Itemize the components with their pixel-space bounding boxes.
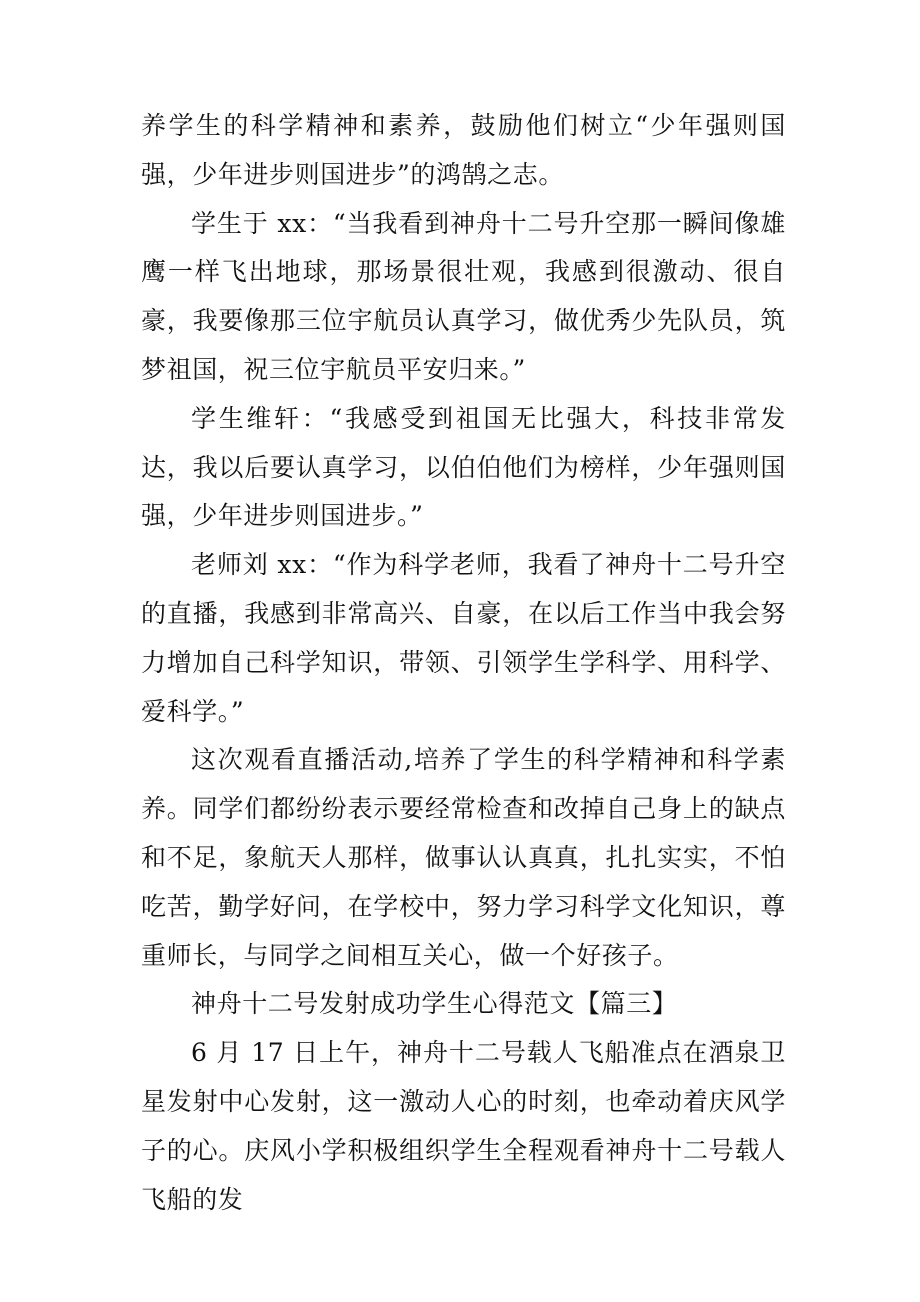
paragraph-continuation: 养学生的科学精神和素养，鼓励他们树立“少年强则国强，少年进步则国进步”的鸿鹄之志。 [141, 111, 786, 189]
paragraph-summary: 这次观看直播活动,培养了学生的科学精神和科学素养。同学们都纷纷表示要经常检查和改掉自己身上的缺点和不足，象航天人那样，做事认认真真，扎扎实实，不怕吃苦，勤学好问，在学校中，努力学习科学文化知识，尊重师长，与同学之间相互关心，做一个好孩子。 [141, 745, 786, 970]
paragraph-section-three: 6 月 17 日上午，神舟十二号载人飞船准点在酒泉卫星发射中心发射，这一激动人心的时刻，也牵动着庆风学子的心。庆风小学积极组织学生全程观看神舟十二号载人飞船的发 [141, 1038, 786, 1214]
paragraph-teacher-quote: 老师刘 xx：“作为科学老师，我看了神舟十二号升空的直播，我感到非常高兴、自豪，在以后工作当中我会努力增加自己科学知识，带领、引领学生学科学、用科学、爱科学。” [141, 550, 786, 726]
section-heading: 神舟十二号发射成功学生心得范文【篇三】 [191, 989, 678, 1019]
paragraph-student-quote-1: 学生于 xx：“当我看到神舟十二号升空那一瞬间像雄鹰一样飞出地球，那场景很壮观，我感到很激动、很自豪，我要像那三位宇航员认真学习，做优秀少先队员，筑梦祖国，祝三位宇航员平安归来。” [141, 208, 786, 384]
document-page [141, 102, 786, 1224]
paragraph-student-quote-2: 学生维轩：“我感受到祖国无比强大，科技非常发达，我以后要认真学习，以伯伯他们为榜样，少年强则国强，少年进步则国进步。” [141, 403, 786, 531]
